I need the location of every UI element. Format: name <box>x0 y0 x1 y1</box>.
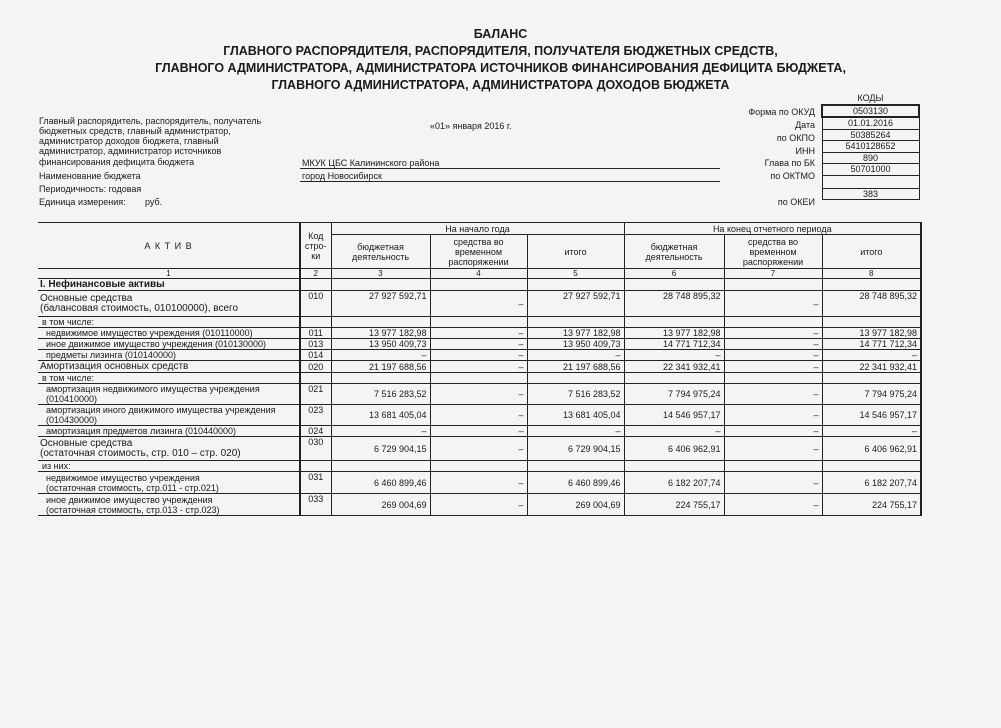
codes-header: КОДЫ <box>822 93 919 105</box>
col-total-start: итого <box>527 235 624 269</box>
col-number-7: 7 <box>724 269 822 279</box>
row-name: амортизация иного движимого имущества учреждения (010430000) <box>38 405 300 426</box>
col-number-3: 3 <box>331 269 430 279</box>
group-end: На конец отчетного периода <box>624 223 921 235</box>
row-value-4: 14 771 712,34 <box>624 339 724 350</box>
section-title: I. Нефинансовые активы <box>38 279 300 291</box>
col-number-8: 8 <box>822 269 921 279</box>
row-value-6: 6 182 207,74 <box>822 472 921 494</box>
col-number-2: 2 <box>300 269 331 279</box>
section-empty-cell <box>430 279 527 291</box>
row-value-3: 269 004,69 <box>527 494 624 516</box>
row-value-2: – <box>430 472 527 494</box>
budget-name-underline <box>300 181 720 182</box>
row-value-4: – <box>624 350 724 361</box>
row-value-1 <box>331 317 430 328</box>
code-date: 01.01.2016 <box>822 117 919 129</box>
row-value-3: 6 729 904,15 <box>527 437 624 461</box>
col-temp-start: средства во временном распоряжении <box>430 235 527 269</box>
row-value-1: 6 729 904,15 <box>331 437 430 461</box>
row-name: предметы лизинга (010140000) <box>38 350 300 361</box>
row-value-5: – <box>724 328 822 339</box>
row-value-5: – <box>724 350 822 361</box>
row-value-5: – <box>724 472 822 494</box>
row-value-2: – <box>430 384 527 405</box>
col-total-end: итого <box>822 235 921 269</box>
table-row <box>38 437 921 461</box>
title-line-2: ГЛАВНОГО РАСПОРЯДИТЕЛЯ, РАСПОРЯДИТЕЛЯ, ПОЛУЧАТЕЛЯ БЮДЖЕТНЫХ СРЕДСТВ, <box>223 44 778 58</box>
table-row <box>38 291 921 317</box>
col-budget-start: бюджетная деятельность <box>331 235 430 269</box>
row-value-5: – <box>724 494 822 516</box>
row-value-3 <box>527 461 624 472</box>
col-temp-end: средства во временном распоряжении <box>724 235 822 269</box>
row-value-6: 28 748 895,32 <box>822 291 921 317</box>
section-empty-cell <box>624 279 724 291</box>
row-value-1: 13 681 405,04 <box>331 405 430 426</box>
row-value-1: 13 950 409,73 <box>331 339 430 350</box>
row-value-2: – <box>430 350 527 361</box>
row-name: амортизация недвижимого имущества учреждения (010410000) <box>38 384 300 405</box>
row-value-4: 13 977 182,98 <box>624 328 724 339</box>
codes-table <box>821 93 920 200</box>
row-value-5: – <box>724 361 822 373</box>
table-row <box>38 405 921 426</box>
row-code <box>300 317 331 328</box>
org-name: МКУК ЦБС Калининского района <box>302 158 440 168</box>
row-value-2: – <box>430 339 527 350</box>
report-date: «01» января 2016 г. <box>430 121 512 131</box>
row-value-3: 13 681 405,04 <box>527 405 624 426</box>
row-name: иное движимое имущество учреждения (010130000) <box>38 339 300 350</box>
row-value-5: – <box>724 405 822 426</box>
row-name: недвижимое имущество учреждения (остаточная стоимость, стр.011 - стр.021) <box>38 472 300 494</box>
row-name: Основные средства (остаточная стоимость, стр. 010 – стр. 020) <box>38 437 300 461</box>
row-value-5: – <box>724 339 822 350</box>
row-value-1: 7 516 283,52 <box>331 384 430 405</box>
table-row <box>38 494 921 516</box>
row-value-3: 6 460 899,46 <box>527 472 624 494</box>
row-value-1: – <box>331 350 430 361</box>
row-value-3: 7 516 283,52 <box>527 384 624 405</box>
row-value-5: – <box>724 291 822 317</box>
row-value-4: 7 794 975,24 <box>624 384 724 405</box>
section-empty-cell <box>527 279 624 291</box>
row-value-2: – <box>430 405 527 426</box>
code-label-oktmo: по ОКТМО <box>770 171 815 181</box>
row-value-6: 22 341 932,41 <box>822 361 921 373</box>
row-name: амортизация предметов лизинга (010440000) <box>38 426 300 437</box>
row-value-1: – <box>331 426 430 437</box>
col-code: Код стро- ки <box>300 223 331 269</box>
row-value-6: – <box>822 350 921 361</box>
header-left-l5: финансирования дефицита бюджета <box>39 157 195 167</box>
code-label-okud: Форма по ОКУД <box>748 107 815 117</box>
row-value-1 <box>331 373 430 384</box>
title-line-4: ГЛАВНОГО АДМИНИСТРАТОРА, АДМИНИСТРАТОРА ДОХОДОВ БЮДЖЕТА <box>271 78 730 92</box>
table-row <box>38 426 921 437</box>
row-value-2 <box>430 461 527 472</box>
row-name: Основные средства (балансовая стоимость, 010100000), всего <box>38 291 300 317</box>
row-value-5: – <box>724 384 822 405</box>
table-row <box>38 361 921 373</box>
table-row <box>38 317 921 328</box>
row-value-4: – <box>624 426 724 437</box>
row-value-4: 28 748 895,32 <box>624 291 724 317</box>
code-label-bk: Глава по БК <box>764 158 815 168</box>
row-value-4: 6 406 962,91 <box>624 437 724 461</box>
code-empty <box>822 175 919 188</box>
code-okud: 0503130 <box>822 105 919 118</box>
code-okei: 383 <box>822 188 919 200</box>
title-line-1: БАЛАНС <box>473 27 528 41</box>
org-name-underline <box>300 168 720 169</box>
row-value-1: 13 977 182,98 <box>331 328 430 339</box>
row-code <box>300 461 331 472</box>
table-row <box>38 384 921 405</box>
col-number-1: 1 <box>38 269 300 279</box>
row-value-3: – <box>527 350 624 361</box>
header-left-l2: бюджетных средств, главный администратор, <box>39 126 231 136</box>
row-name: недвижимое имущество учреждения (010110000) <box>38 328 300 339</box>
row-code: 033 <box>300 494 331 516</box>
section-empty-cell <box>822 279 921 291</box>
row-code: 024 <box>300 426 331 437</box>
row-value-4 <box>624 461 724 472</box>
col-number-5: 5 <box>527 269 624 279</box>
budget-name: город Новосибирск <box>302 171 382 181</box>
row-code: 023 <box>300 405 331 426</box>
row-code: 011 <box>300 328 331 339</box>
row-code: 010 <box>300 291 331 317</box>
section-empty-cell <box>724 279 822 291</box>
row-value-5 <box>724 461 822 472</box>
row-value-6: 14 771 712,34 <box>822 339 921 350</box>
code-label-date: Дата <box>795 120 815 130</box>
row-name: из них: <box>38 461 300 472</box>
row-value-3 <box>527 373 624 384</box>
code-label-okpo: по ОКПО <box>776 133 815 143</box>
col-number-4: 4 <box>430 269 527 279</box>
row-value-6: 7 794 975,24 <box>822 384 921 405</box>
row-value-1: 21 197 688,56 <box>331 361 430 373</box>
row-name: в том числе: <box>38 373 300 384</box>
row-value-3: 27 927 592,71 <box>527 291 624 317</box>
row-value-2: – <box>430 426 527 437</box>
row-name: иное движимое имущество учреждения (остаточная стоимость, стр.013 - стр.023) <box>38 494 300 516</box>
row-value-2: – <box>430 437 527 461</box>
row-value-5: – <box>724 426 822 437</box>
table-row <box>38 472 921 494</box>
row-value-2: – <box>430 494 527 516</box>
row-value-3: 13 977 182,98 <box>527 328 624 339</box>
row-value-4: 224 755,17 <box>624 494 724 516</box>
row-code <box>300 373 331 384</box>
col-aktiv: А К Т И В <box>38 223 300 269</box>
table-row <box>38 461 921 472</box>
row-value-6: – <box>822 426 921 437</box>
row-value-3 <box>527 317 624 328</box>
row-value-6: 13 977 182,98 <box>822 328 921 339</box>
row-value-2: – <box>430 361 527 373</box>
row-value-6 <box>822 317 921 328</box>
row-name: в том числе: <box>38 317 300 328</box>
code-label-inn: ИНН <box>795 146 815 156</box>
header-left-l4: администратор, администратор источников <box>39 146 222 156</box>
header-left-l1: Главный распорядитель, распорядитель, получатель <box>39 116 262 126</box>
row-value-6 <box>822 373 921 384</box>
row-code: 021 <box>300 384 331 405</box>
title-line-3: ГЛАВНОГО АДМИНИСТРАТОРА, АДМИНИСТРАТОРА ИСТОЧНИКОВ ФИНАНСИРОВАНИЯ ДЕФИЦИТА БЮДЖЕТА, <box>155 61 846 75</box>
row-code: 020 <box>300 361 331 373</box>
row-value-1: 27 927 592,71 <box>331 291 430 317</box>
unit-label: Единица измерения: <box>39 197 126 207</box>
row-code: 031 <box>300 472 331 494</box>
row-code: 030 <box>300 437 331 461</box>
row-value-5: – <box>724 437 822 461</box>
row-value-1: 6 460 899,46 <box>331 472 430 494</box>
code-oktmo: 50701000 <box>822 164 919 176</box>
row-value-3: 21 197 688,56 <box>527 361 624 373</box>
row-value-3: – <box>527 426 624 437</box>
row-value-6: 6 406 962,91 <box>822 437 921 461</box>
row-value-1: 269 004,69 <box>331 494 430 516</box>
row-value-2: – <box>430 291 527 317</box>
row-value-2 <box>430 317 527 328</box>
balance-table <box>38 222 922 516</box>
code-inn: 5410128652 <box>822 141 919 153</box>
code-bk: 890 <box>822 152 919 164</box>
row-value-4: 22 341 932,41 <box>624 361 724 373</box>
group-start: На начало года <box>331 223 624 235</box>
col-budget-end: бюджетная деятельность <box>624 235 724 269</box>
table-row <box>38 339 921 350</box>
row-name: Амортизация основных средств <box>38 361 300 373</box>
row-value-1 <box>331 461 430 472</box>
row-value-2: – <box>430 328 527 339</box>
row-code: 014 <box>300 350 331 361</box>
code-label-okei: по ОКЕИ <box>777 197 815 207</box>
header-left-l3: администратор доходов бюджета, главный <box>39 136 219 146</box>
row-value-5 <box>724 317 822 328</box>
row-value-4 <box>624 317 724 328</box>
row-value-4: 14 546 957,17 <box>624 405 724 426</box>
table-row <box>38 373 921 384</box>
row-value-6: 224 755,17 <box>822 494 921 516</box>
section-empty-cell <box>331 279 430 291</box>
row-value-2 <box>430 373 527 384</box>
row-value-6: 14 546 957,17 <box>822 405 921 426</box>
row-value-5 <box>724 373 822 384</box>
section-empty-cell <box>300 279 331 291</box>
table-row <box>38 350 921 361</box>
budget-name-label: Наименование бюджета <box>39 171 141 181</box>
row-value-4: 6 182 207,74 <box>624 472 724 494</box>
row-value-4 <box>624 373 724 384</box>
row-value-6 <box>822 461 921 472</box>
code-okpo: 50385264 <box>822 129 919 141</box>
table-row <box>38 328 921 339</box>
periodicity: Периодичность: годовая <box>39 184 142 194</box>
col-number-6: 6 <box>624 269 724 279</box>
row-value-3: 13 950 409,73 <box>527 339 624 350</box>
row-code: 013 <box>300 339 331 350</box>
unit-value: руб. <box>145 197 163 207</box>
